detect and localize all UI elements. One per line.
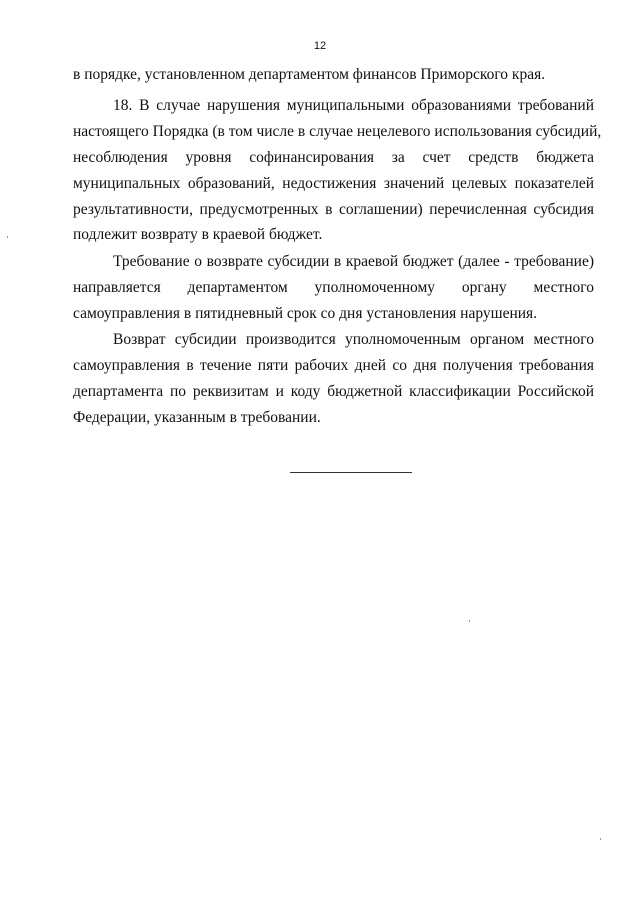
text-line: муниципальных образований, недостижения значений целевых показателей [73,175,594,192]
paragraph-18-first-line: 18. В случае нарушения муниципальными образованиями требований [113,97,594,114]
scan-speck [469,620,470,622]
text-line: департамента по реквизитам и коду бюджетной классификации Российской [73,383,594,400]
text-line: самоуправления в течение пяти рабочих дней со дня получения требования [73,357,594,374]
scan-speck [600,838,601,840]
text-line: результативности, предусмотренных в соглашении) перечисленная субсидия [73,201,594,218]
text-line: в порядке, установленном департаментом финансов Приморского края. [73,66,546,83]
paragraph-first-line: Возврат субсидии производится уполномоченным органом местного [113,331,594,348]
text-line: подлежит возврату в краевой бюджет. [73,226,323,243]
text-line: несоблюдения уровня софинансирования за счет средств бюджета [73,149,594,166]
page-number: 12 [313,40,327,52]
text-line: Федерации, указанным в требовании. [73,409,321,426]
text-line: направляется департаментом уполномоченному органу местного [73,279,594,296]
paragraph-first-line: Требование о возврате субсидии в краевой бюджет (далее - требование) [113,253,594,270]
text-line: самоуправления в пятидневный срок со дня установления нарушения. [73,305,538,322]
end-of-text-rule [290,472,412,473]
scan-speck [7,236,8,238]
text-line: настоящего Порядка (в том числе в случае нецелевого использования субсидий, [73,123,602,140]
